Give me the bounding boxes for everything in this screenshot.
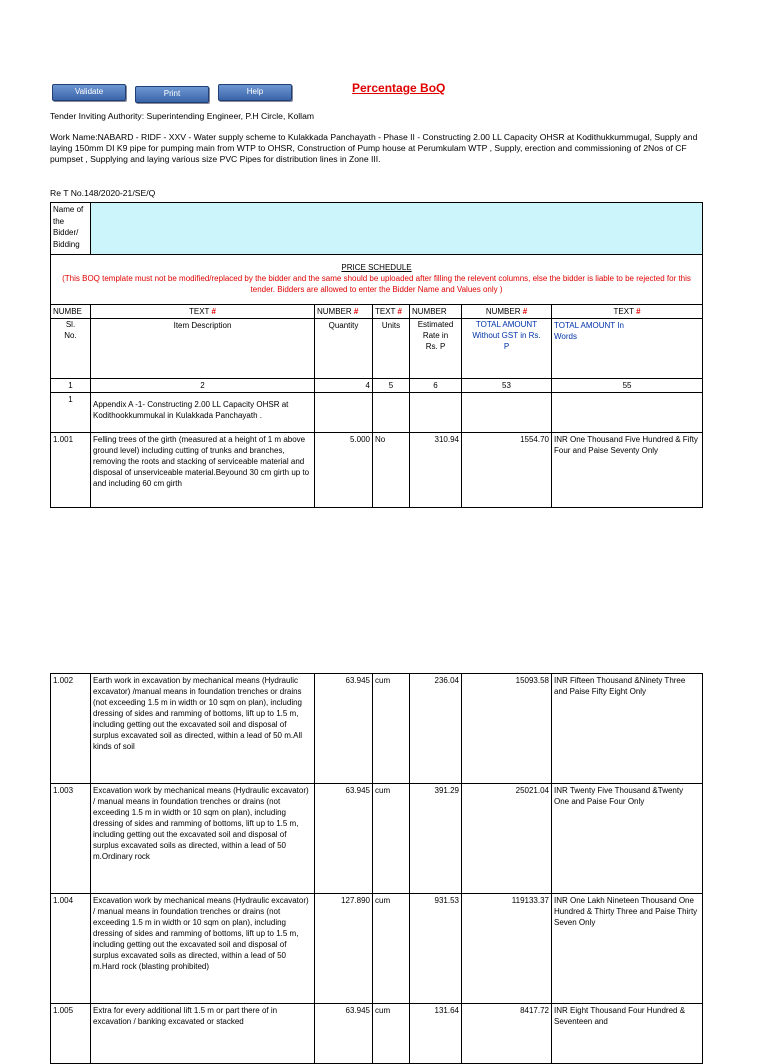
print-button[interactable]: Print: [135, 86, 209, 103]
header-units: Units: [373, 319, 410, 379]
help-button[interactable]: Help: [218, 84, 292, 101]
item-sl: 1.001: [51, 433, 91, 508]
item-description: Excavation work by mechanical means (Hydraulic excavator) / manual means in foundation trenches or drains (not exceeding 1.5 m in width or 10 sqm on plan), including dressing of sides and ramming of bottoms, lift up to 1.5 m, including getting out the excavated soil and disposal of surplus excavated soils as directed, within a lead of 50 m.Hard rock (blasting prohibited): [91, 894, 315, 1004]
table-row: [51, 433, 703, 508]
price-schedule-heading: PRICE SCHEDULE: [341, 263, 412, 272]
type-row: [51, 305, 703, 319]
item-quantity: 63.945: [315, 674, 373, 784]
item-words: INR One Thousand Five Hundred & Fifty Four and Paise Seventy Only: [552, 433, 703, 508]
item-unit: cum: [373, 784, 410, 894]
item-words: INR Twenty Five Thousand &Twenty One and Paise Four Only: [552, 784, 703, 894]
item-total[interactable]: 119133.37: [462, 894, 552, 1004]
item-unit: No: [373, 433, 410, 508]
item-total[interactable]: 8417.72: [462, 1004, 552, 1064]
table-row: [51, 784, 703, 894]
item-quantity: 63.945: [315, 1004, 373, 1064]
item-words: INR Fifteen Thousand &Ninety Three and Paise Fifty Eight Only: [552, 674, 703, 784]
price-schedule-note: (This BOQ template must not be modified/replaced by the bidder and the same should be uploaded after filling the relevent columns, else the bidder is liable to be rejected for this tender. Bidders are allowed to enter the Bidder Name and Values only ): [62, 274, 691, 294]
item-sl: 1.003: [51, 784, 91, 894]
column-number-row: [51, 379, 703, 393]
item-description: Extra for every additional lift 1.5 m or part there of in excavation / banking excavated or stacked: [91, 1004, 315, 1064]
item-description: Excavation work by mechanical means (Hydraulic excavator) / manual means in foundation trenches or drains (not exceeding 1.5 m in width or 10 sqm on plan), including dressing of sides and ramming of bottoms, lift up to 1.5 m, including getting out the excavated soil and disposal of surplus excavated soils as directed, within a lead of 50 m.Ordinary rock: [91, 784, 315, 894]
bidder-name-input[interactable]: [91, 203, 703, 255]
column-number: 55: [552, 379, 703, 393]
page-title: Percentage BoQ: [352, 81, 446, 95]
type-cell: NUMBER #: [315, 305, 373, 319]
tender-authority: Tender Inviting Authority: Superintending Engineer, P.H Circle, Kollam: [50, 111, 315, 121]
item-sl: 1.005: [51, 1004, 91, 1064]
item-total[interactable]: 1554.70: [462, 433, 552, 508]
appendix-sl: 1: [51, 393, 91, 433]
item-rate: 391.29: [410, 784, 462, 894]
column-number: 2: [91, 379, 315, 393]
column-number: 53: [462, 379, 552, 393]
item-quantity: 63.945: [315, 784, 373, 894]
boq-table-bottom: [50, 673, 703, 1064]
type-cell: NUMBER: [410, 305, 462, 319]
boq-table-top: [50, 202, 703, 508]
item-rate: 236.04: [410, 674, 462, 784]
type-cell: TEXT #: [552, 305, 703, 319]
item-rate: 931.53: [410, 894, 462, 1004]
item-total[interactable]: 25021.04: [462, 784, 552, 894]
validate-button[interactable]: Validate: [52, 84, 126, 101]
header-rate: Estimated Rate in Rs. P: [410, 319, 462, 379]
column-number: 1: [51, 379, 91, 393]
type-cell: NUMBER #: [462, 305, 552, 319]
item-words: INR Eight Thousand Four Hundred & Seventeen and: [552, 1004, 703, 1064]
type-cell: TEXT #: [91, 305, 315, 319]
work-name: Work Name:NABARD - RIDF - XXV - Water supply scheme to Kulakkada Panchayath - Phase II - Constructing 2.00 LL Capacity OHSR at Kodithukkummugal, Supply and laying 150mm DI K9 pipe for pumping main from WTP to OHSR, Construction of Pump house at Perumkulam WTP , Supply, erection and commissioning of 2Nos of CF pumpset , Supplying and laying various size PVC Pipes for distribution lines in Zone III.: [50, 132, 698, 164]
item-words: INR One Lakh Nineteen Thousand One Hundred & Thirty Three and Paise Thirty Seven Only: [552, 894, 703, 1004]
header-total: TOTAL AMOUNT Without GST in Rs. P: [462, 319, 552, 379]
item-total[interactable]: 15093.58: [462, 674, 552, 784]
header-quantity: Quantity: [315, 319, 373, 379]
item-quantity: 127.890: [315, 894, 373, 1004]
header-row: [51, 319, 703, 379]
header-sl: Sl. No.: [51, 319, 91, 379]
type-cell: TEXT #: [373, 305, 410, 319]
item-unit: cum: [373, 1004, 410, 1064]
appendix-row: [51, 393, 703, 433]
table-row: [51, 894, 703, 1004]
column-number: 5: [373, 379, 410, 393]
header-words: TOTAL AMOUNT In Words: [552, 319, 703, 379]
appendix-description: Appendix A -1- Constructing 2.00 LL Capacity OHSR at Kodithookkummukal in Kulakkada Panchayath .: [91, 393, 315, 433]
bidder-name-label: Name of the Bidder/ Bidding: [51, 203, 91, 255]
item-unit: cum: [373, 674, 410, 784]
price-schedule-section: [51, 255, 703, 305]
table-row: [51, 674, 703, 784]
item-rate: 310.94: [410, 433, 462, 508]
item-sl: 1.004: [51, 894, 91, 1004]
reference-number: Re T No.148/2020-21/SE/Q: [50, 188, 156, 198]
column-number: 6: [410, 379, 462, 393]
item-rate: 131.64: [410, 1004, 462, 1064]
column-number: 4: [315, 379, 373, 393]
item-unit: cum: [373, 894, 410, 1004]
item-quantity: 5.000: [315, 433, 373, 508]
type-cell: NUMBE: [51, 305, 91, 319]
item-sl: 1.002: [51, 674, 91, 784]
table-row: [51, 1004, 703, 1064]
header-description: Item Description: [91, 319, 315, 379]
item-description: Earth work in excavation by mechanical means (Hydraulic excavator) /manual means in foundation trenches or drains (not exceeding 1.5 m in width or 10 sqm on plan), including dressing of sides and ramming of bottoms, lift up to 1.5 m, including getting out the excavated soil and disposal of surplus excavated soil as directed, within a lead of 50 m.All kinds of soil: [91, 674, 315, 784]
item-description: Felling trees of the girth (measured at a height of 1 m above ground level) including cutting of trunks and branches, removing the roots and stacking of serviceable material and disposal of unserviceable material.Beyound 30 cm girth up to and including 60 cm girth: [91, 433, 315, 508]
